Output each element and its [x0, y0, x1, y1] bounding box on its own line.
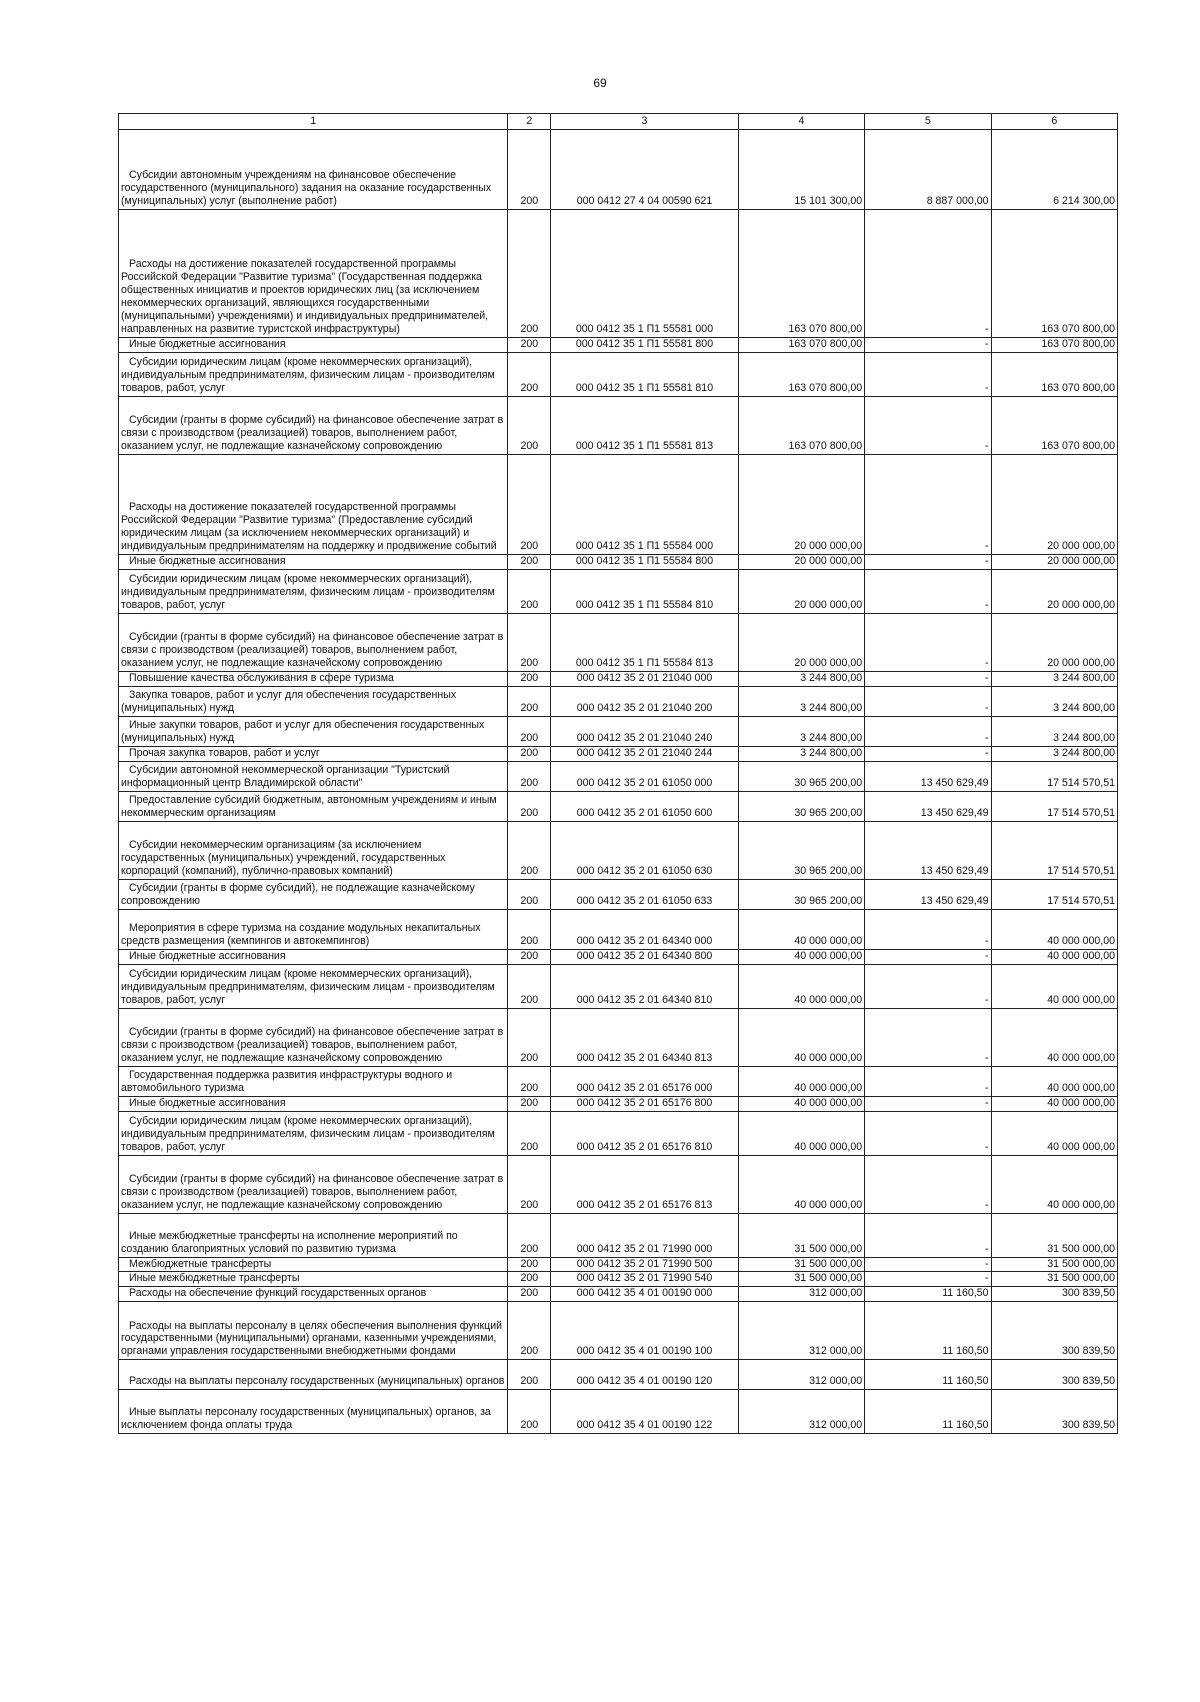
- row-name: Расходы на обеспечение функций государственных органов: [119, 1287, 508, 1302]
- row-approved-amount: 40 000 000,00: [738, 964, 864, 1008]
- row-executed-amount: -: [865, 1096, 991, 1111]
- row-name: Иные бюджетные ассигнования: [119, 1096, 508, 1111]
- row-budget-code: 000 0412 35 1 П1 55584 810: [551, 569, 739, 613]
- table-row: [119, 569, 1118, 613]
- row-admin-code: 200: [508, 1360, 551, 1390]
- row-approved-amount: 40 000 000,00: [738, 1096, 864, 1111]
- table-row: [119, 671, 1118, 686]
- row-budget-code: 000 0412 35 4 01 00190 120: [551, 1360, 739, 1390]
- row-admin-code: 200: [508, 1302, 551, 1360]
- row-budget-code: 000 0412 35 2 01 64340 810: [551, 964, 739, 1008]
- row-executed-amount: -: [865, 210, 991, 338]
- row-name: Субсидии (гранты в форме субсидий) на финансовое обеспечение затрат в связи с производством (реализацией) товаров, выполнением работ, оказанием услуг, не подлежащие казначейскому сопровождению: [119, 1008, 508, 1066]
- row-budget-code: 000 0412 35 2 01 64340 800: [551, 949, 739, 964]
- row-admin-code: 200: [508, 1155, 551, 1213]
- row-name: Иные закупки товаров, работ и услуг для обеспечения государственных (муниципальных) нужд: [119, 716, 508, 746]
- row-budget-code: 000 0412 35 2 01 71990 540: [551, 1272, 739, 1287]
- table-row: [119, 554, 1118, 569]
- row-approved-amount: 163 070 800,00: [738, 210, 864, 338]
- row-name: Субсидии автономным учреждениям на финансовое обеспечение государственного (муниципального) задания на оказание государственных (муниципальных) услуг (выполнение работ): [119, 130, 508, 210]
- row-admin-code: 200: [508, 1390, 551, 1434]
- table-row: [119, 761, 1118, 791]
- row-budget-code: 000 0412 35 4 01 00190 000: [551, 1287, 739, 1302]
- row-name: Расходы на выплаты персоналу в целях обеспечения выполнения функций государственными (муниципальными) органами, казенными учреждениями, органами управления государственными внебюджетными фондами: [119, 1302, 508, 1360]
- row-admin-code: 200: [508, 338, 551, 353]
- row-budget-code: 000 0412 35 2 01 21040 244: [551, 746, 739, 761]
- row-executed-amount: 13 450 629,49: [865, 879, 991, 909]
- row-executed-amount: 13 450 629,49: [865, 791, 991, 821]
- table-row: [119, 949, 1118, 964]
- row-budget-code: 000 0412 35 2 01 61050 633: [551, 879, 739, 909]
- row-approved-amount: 20 000 000,00: [738, 613, 864, 671]
- table-row: [119, 352, 1118, 396]
- table-row: [119, 1390, 1118, 1434]
- row-remaining-amount: 40 000 000,00: [991, 964, 1117, 1008]
- row-approved-amount: 40 000 000,00: [738, 909, 864, 949]
- row-admin-code: 200: [508, 746, 551, 761]
- row-executed-amount: -: [865, 613, 991, 671]
- table-body: [119, 130, 1118, 1434]
- row-name: Государственная поддержка развития инфраструктуры водного и автомобильного туризма: [119, 1066, 508, 1096]
- row-name: Субсидии юридическим лицам (кроме некоммерческих организаций), индивидуальным предпринимателям, физическим лицам - производителям товаров, работ, услуг: [119, 964, 508, 1008]
- row-approved-amount: 31 500 000,00: [738, 1213, 864, 1257]
- row-executed-amount: -: [865, 1111, 991, 1155]
- row-budget-code: 000 0412 35 1 П1 55581 000: [551, 210, 739, 338]
- row-executed-amount: -: [865, 554, 991, 569]
- row-admin-code: 200: [508, 454, 551, 554]
- row-budget-code: 000 0412 35 2 01 21040 240: [551, 716, 739, 746]
- row-admin-code: 200: [508, 821, 551, 879]
- row-budget-code: 000 0412 35 1 П1 55584 813: [551, 613, 739, 671]
- column-header: 6: [991, 114, 1117, 130]
- row-approved-amount: 30 965 200,00: [738, 879, 864, 909]
- row-approved-amount: 163 070 800,00: [738, 338, 864, 353]
- row-executed-amount: -: [865, 949, 991, 964]
- row-name: Межбюджетные трансферты: [119, 1257, 508, 1272]
- row-budget-code: 000 0412 35 2 01 61050 630: [551, 821, 739, 879]
- row-remaining-amount: 17 514 570,51: [991, 821, 1117, 879]
- row-approved-amount: 163 070 800,00: [738, 352, 864, 396]
- row-name: Иные бюджетные ассигнования: [119, 554, 508, 569]
- row-remaining-amount: 20 000 000,00: [991, 613, 1117, 671]
- row-name: Субсидии юридическим лицам (кроме некоммерческих организаций), индивидуальным предпринимателям, физическим лицам - производителям товаров, работ, услуг: [119, 352, 508, 396]
- column-header: 3: [551, 114, 739, 130]
- row-admin-code: 200: [508, 1272, 551, 1287]
- table-row: [119, 879, 1118, 909]
- budget-table: [118, 113, 1118, 1434]
- row-name: Мероприятия в сфере туризма на создание модульных некапитальных средств размещения (кемпингов и автокемпингов): [119, 909, 508, 949]
- table-row: [119, 1066, 1118, 1096]
- row-remaining-amount: 40 000 000,00: [991, 909, 1117, 949]
- row-approved-amount: 31 500 000,00: [738, 1257, 864, 1272]
- row-approved-amount: 20 000 000,00: [738, 569, 864, 613]
- row-approved-amount: 312 000,00: [738, 1390, 864, 1434]
- row-remaining-amount: 40 000 000,00: [991, 1008, 1117, 1066]
- row-executed-amount: 8 887 000,00: [865, 130, 991, 210]
- row-remaining-amount: 17 514 570,51: [991, 761, 1117, 791]
- table-row: [119, 1096, 1118, 1111]
- row-admin-code: 200: [508, 1066, 551, 1096]
- row-approved-amount: 40 000 000,00: [738, 1111, 864, 1155]
- table-row: [119, 338, 1118, 353]
- row-admin-code: 200: [508, 686, 551, 716]
- row-budget-code: 000 0412 35 1 П1 55581 813: [551, 396, 739, 454]
- table-header-row: [119, 114, 1118, 130]
- row-remaining-amount: 40 000 000,00: [991, 1155, 1117, 1213]
- row-approved-amount: 31 500 000,00: [738, 1272, 864, 1287]
- table-row: [119, 396, 1118, 454]
- row-remaining-amount: 17 514 570,51: [991, 879, 1117, 909]
- row-budget-code: 000 0412 35 2 01 65176 813: [551, 1155, 739, 1213]
- row-name: Субсидии юридическим лицам (кроме некоммерческих организаций), индивидуальным предпринимателям, физическим лицам - производителям товаров, работ, услуг: [119, 569, 508, 613]
- row-approved-amount: 40 000 000,00: [738, 1066, 864, 1096]
- column-header: 1: [119, 114, 508, 130]
- row-executed-amount: -: [865, 964, 991, 1008]
- row-budget-code: 000 0412 35 2 01 71990 500: [551, 1257, 739, 1272]
- row-executed-amount: -: [865, 746, 991, 761]
- row-admin-code: 200: [508, 1008, 551, 1066]
- row-budget-code: 000 0412 35 1 П1 55581 800: [551, 338, 739, 353]
- row-name: Предоставление субсидий бюджетным, автономным учреждениям и иным некоммерческим организациям: [119, 791, 508, 821]
- row-approved-amount: 40 000 000,00: [738, 1155, 864, 1213]
- row-admin-code: 200: [508, 130, 551, 210]
- table-row: [119, 1008, 1118, 1066]
- row-executed-amount: 13 450 629,49: [865, 761, 991, 791]
- row-executed-amount: -: [865, 396, 991, 454]
- row-executed-amount: -: [865, 1272, 991, 1287]
- row-executed-amount: -: [865, 1213, 991, 1257]
- row-admin-code: 200: [508, 1257, 551, 1272]
- row-remaining-amount: 300 839,50: [991, 1302, 1117, 1360]
- table-row: [119, 909, 1118, 949]
- row-remaining-amount: 163 070 800,00: [991, 210, 1117, 338]
- row-name: Закупка товаров, работ и услуг для обеспечения государственных (муниципальных) нужд: [119, 686, 508, 716]
- table-row: [119, 1257, 1118, 1272]
- row-budget-code: 000 0412 35 1 П1 55584 000: [551, 454, 739, 554]
- row-approved-amount: 40 000 000,00: [738, 949, 864, 964]
- row-admin-code: 200: [508, 1096, 551, 1111]
- row-executed-amount: -: [865, 454, 991, 554]
- row-remaining-amount: 3 244 800,00: [991, 746, 1117, 761]
- row-budget-code: 000 0412 35 2 01 71990 000: [551, 1213, 739, 1257]
- table-row: [119, 1111, 1118, 1155]
- table-row: [119, 613, 1118, 671]
- table-row: [119, 1302, 1118, 1360]
- table-row: [119, 1155, 1118, 1213]
- table-row: [119, 821, 1118, 879]
- row-executed-amount: 13 450 629,49: [865, 821, 991, 879]
- row-executed-amount: -: [865, 352, 991, 396]
- row-executed-amount: -: [865, 1155, 991, 1213]
- row-remaining-amount: 300 839,50: [991, 1360, 1117, 1390]
- row-executed-amount: -: [865, 909, 991, 949]
- row-name: Прочая закупка товаров, работ и услуг: [119, 746, 508, 761]
- row-executed-amount: -: [865, 1066, 991, 1096]
- row-name: Иные выплаты персоналу государственных (муниципальных) органов, за исключением фонда оплаты труда: [119, 1390, 508, 1434]
- row-remaining-amount: 163 070 800,00: [991, 352, 1117, 396]
- row-remaining-amount: 300 839,50: [991, 1287, 1117, 1302]
- row-admin-code: 200: [508, 1111, 551, 1155]
- row-budget-code: 000 0412 35 2 01 21040 000: [551, 671, 739, 686]
- row-name: Расходы на выплаты персоналу государственных (муниципальных) органов: [119, 1360, 508, 1390]
- table-row: [119, 791, 1118, 821]
- row-name: Субсидии автономной некоммерческой организации "Туристский информационный центр Владимирской области": [119, 761, 508, 791]
- row-remaining-amount: 40 000 000,00: [991, 1066, 1117, 1096]
- row-remaining-amount: 6 214 300,00: [991, 130, 1117, 210]
- row-remaining-amount: 31 500 000,00: [991, 1213, 1117, 1257]
- row-executed-amount: -: [865, 686, 991, 716]
- row-executed-amount: 11 160,50: [865, 1302, 991, 1360]
- row-name: Иные межбюджетные трансферты на исполнение мероприятий по созданию благоприятных условий по развитию туризма: [119, 1213, 508, 1257]
- row-remaining-amount: 163 070 800,00: [991, 396, 1117, 454]
- row-admin-code: 200: [508, 613, 551, 671]
- row-name: Иные бюджетные ассигнования: [119, 338, 508, 353]
- row-remaining-amount: 40 000 000,00: [991, 1096, 1117, 1111]
- page-number: 69: [593, 76, 607, 90]
- row-approved-amount: 30 965 200,00: [738, 791, 864, 821]
- row-name: Субсидии некоммерческим организациям (за исключением государственных (муниципальных) учреждений, государственных корпораций (компаний), публично-правовых компаний): [119, 821, 508, 879]
- row-budget-code: 000 0412 35 2 01 64340 000: [551, 909, 739, 949]
- table-row: [119, 1360, 1118, 1390]
- row-remaining-amount: 3 244 800,00: [991, 716, 1117, 746]
- row-remaining-amount: 20 000 000,00: [991, 569, 1117, 613]
- row-remaining-amount: 3 244 800,00: [991, 686, 1117, 716]
- row-budget-code: 000 0412 35 2 01 64340 813: [551, 1008, 739, 1066]
- row-admin-code: 200: [508, 554, 551, 569]
- row-approved-amount: 3 244 800,00: [738, 716, 864, 746]
- row-approved-amount: 163 070 800,00: [738, 396, 864, 454]
- table-row: [119, 454, 1118, 554]
- row-approved-amount: 40 000 000,00: [738, 1008, 864, 1066]
- row-executed-amount: -: [865, 569, 991, 613]
- row-approved-amount: 312 000,00: [738, 1302, 864, 1360]
- row-approved-amount: 30 965 200,00: [738, 761, 864, 791]
- row-remaining-amount: 300 839,50: [991, 1390, 1117, 1434]
- row-admin-code: 200: [508, 671, 551, 686]
- row-admin-code: 200: [508, 210, 551, 338]
- row-admin-code: 200: [508, 716, 551, 746]
- row-remaining-amount: 3 244 800,00: [991, 671, 1117, 686]
- row-name: Иные межбюджетные трансферты: [119, 1272, 508, 1287]
- table-row: [119, 716, 1118, 746]
- row-name: Иные бюджетные ассигнования: [119, 949, 508, 964]
- row-budget-code: 000 0412 27 4 04 00590 621: [551, 130, 739, 210]
- row-approved-amount: 3 244 800,00: [738, 686, 864, 716]
- row-remaining-amount: 20 000 000,00: [991, 554, 1117, 569]
- row-admin-code: 200: [508, 964, 551, 1008]
- row-admin-code: 200: [508, 909, 551, 949]
- row-budget-code: 000 0412 35 1 П1 55584 800: [551, 554, 739, 569]
- column-header: 2: [508, 114, 551, 130]
- row-executed-amount: -: [865, 338, 991, 353]
- row-remaining-amount: 31 500 000,00: [991, 1257, 1117, 1272]
- row-name: Расходы на достижение показателей государственной программы Российской Федерации "Развитие туризма" (Государственная поддержка общественных инициатив и проектов юридических лиц (за исключением некоммерческих организаций, являющихся государственными (муниципальными) учреждениями) и индивидуальных предпринимателей, направленных на развитие туристской инфраструктуры): [119, 210, 508, 338]
- row-remaining-amount: 40 000 000,00: [991, 1111, 1117, 1155]
- row-admin-code: 200: [508, 879, 551, 909]
- table-row: [119, 746, 1118, 761]
- row-admin-code: 200: [508, 569, 551, 613]
- row-admin-code: 200: [508, 761, 551, 791]
- row-budget-code: 000 0412 35 2 01 21040 200: [551, 686, 739, 716]
- row-budget-code: 000 0412 35 2 01 65176 800: [551, 1096, 739, 1111]
- row-name: Субсидии (гранты в форме субсидий) на финансовое обеспечение затрат в связи с производством (реализацией) товаров, выполнением работ, оказанием услуг, не подлежащие казначейскому сопровождению: [119, 1155, 508, 1213]
- row-remaining-amount: 163 070 800,00: [991, 338, 1117, 353]
- row-executed-amount: -: [865, 716, 991, 746]
- table-row: [119, 210, 1118, 338]
- row-approved-amount: 30 965 200,00: [738, 821, 864, 879]
- row-admin-code: 200: [508, 949, 551, 964]
- row-approved-amount: 3 244 800,00: [738, 746, 864, 761]
- table-row: [119, 130, 1118, 210]
- table-row: [119, 1272, 1118, 1287]
- row-name: Субсидии (гранты в форме субсидий), не подлежащие казначейскому сопровождению: [119, 879, 508, 909]
- row-executed-amount: -: [865, 671, 991, 686]
- table-row: [119, 1287, 1118, 1302]
- column-header: 5: [865, 114, 991, 130]
- row-admin-code: 200: [508, 1213, 551, 1257]
- row-remaining-amount: 20 000 000,00: [991, 454, 1117, 554]
- row-budget-code: 000 0412 35 2 01 61050 000: [551, 761, 739, 791]
- row-name: Субсидии (гранты в форме субсидий) на финансовое обеспечение затрат в связи с производством (реализацией) товаров, выполнением работ, оказанием услуг, не подлежащие казначейскому сопровождению: [119, 396, 508, 454]
- row-admin-code: 200: [508, 352, 551, 396]
- row-approved-amount: 3 244 800,00: [738, 671, 864, 686]
- row-approved-amount: 312 000,00: [738, 1287, 864, 1302]
- row-approved-amount: 20 000 000,00: [738, 554, 864, 569]
- row-budget-code: 000 0412 35 4 01 00190 122: [551, 1390, 739, 1434]
- row-executed-amount: -: [865, 1008, 991, 1066]
- row-name: Расходы на достижение показателей государственной программы Российской Федерации "Развитие туризма" (Предоставление субсидий юридическим лицам (за исключением некоммерческих организаций) и индивидуальным предпринимателям на поддержку и продвижение событий: [119, 454, 508, 554]
- row-budget-code: 000 0412 35 4 01 00190 100: [551, 1302, 739, 1360]
- table-row: [119, 1213, 1118, 1257]
- row-approved-amount: 20 000 000,00: [738, 454, 864, 554]
- row-budget-code: 000 0412 35 2 01 65176 000: [551, 1066, 739, 1096]
- table-row: [119, 964, 1118, 1008]
- row-budget-code: 000 0412 35 2 01 61050 600: [551, 791, 739, 821]
- row-remaining-amount: 17 514 570,51: [991, 791, 1117, 821]
- column-header: 4: [738, 114, 864, 130]
- row-budget-code: 000 0412 35 1 П1 55581 810: [551, 352, 739, 396]
- row-remaining-amount: 40 000 000,00: [991, 949, 1117, 964]
- row-admin-code: 200: [508, 791, 551, 821]
- row-executed-amount: 11 160,50: [865, 1360, 991, 1390]
- row-executed-amount: 11 160,50: [865, 1287, 991, 1302]
- row-budget-code: 000 0412 35 2 01 65176 810: [551, 1111, 739, 1155]
- row-name: Субсидии юридическим лицам (кроме некоммерческих организаций), индивидуальным предпринимателям, физическим лицам - производителям товаров, работ, услуг: [119, 1111, 508, 1155]
- row-executed-amount: -: [865, 1257, 991, 1272]
- row-approved-amount: 15 101 300,00: [738, 130, 864, 210]
- row-admin-code: 200: [508, 396, 551, 454]
- row-executed-amount: 11 160,50: [865, 1390, 991, 1434]
- row-name: Субсидии (гранты в форме субсидий) на финансовое обеспечение затрат в связи с производством (реализацией) товаров, выполнением работ, оказанием услуг, не подлежащие казначейскому сопровождению: [119, 613, 508, 671]
- row-approved-amount: 312 000,00: [738, 1360, 864, 1390]
- table-row: [119, 686, 1118, 716]
- row-admin-code: 200: [508, 1287, 551, 1302]
- row-remaining-amount: 31 500 000,00: [991, 1272, 1117, 1287]
- row-name: Повышение качества обслуживания в сфере туризма: [119, 671, 508, 686]
